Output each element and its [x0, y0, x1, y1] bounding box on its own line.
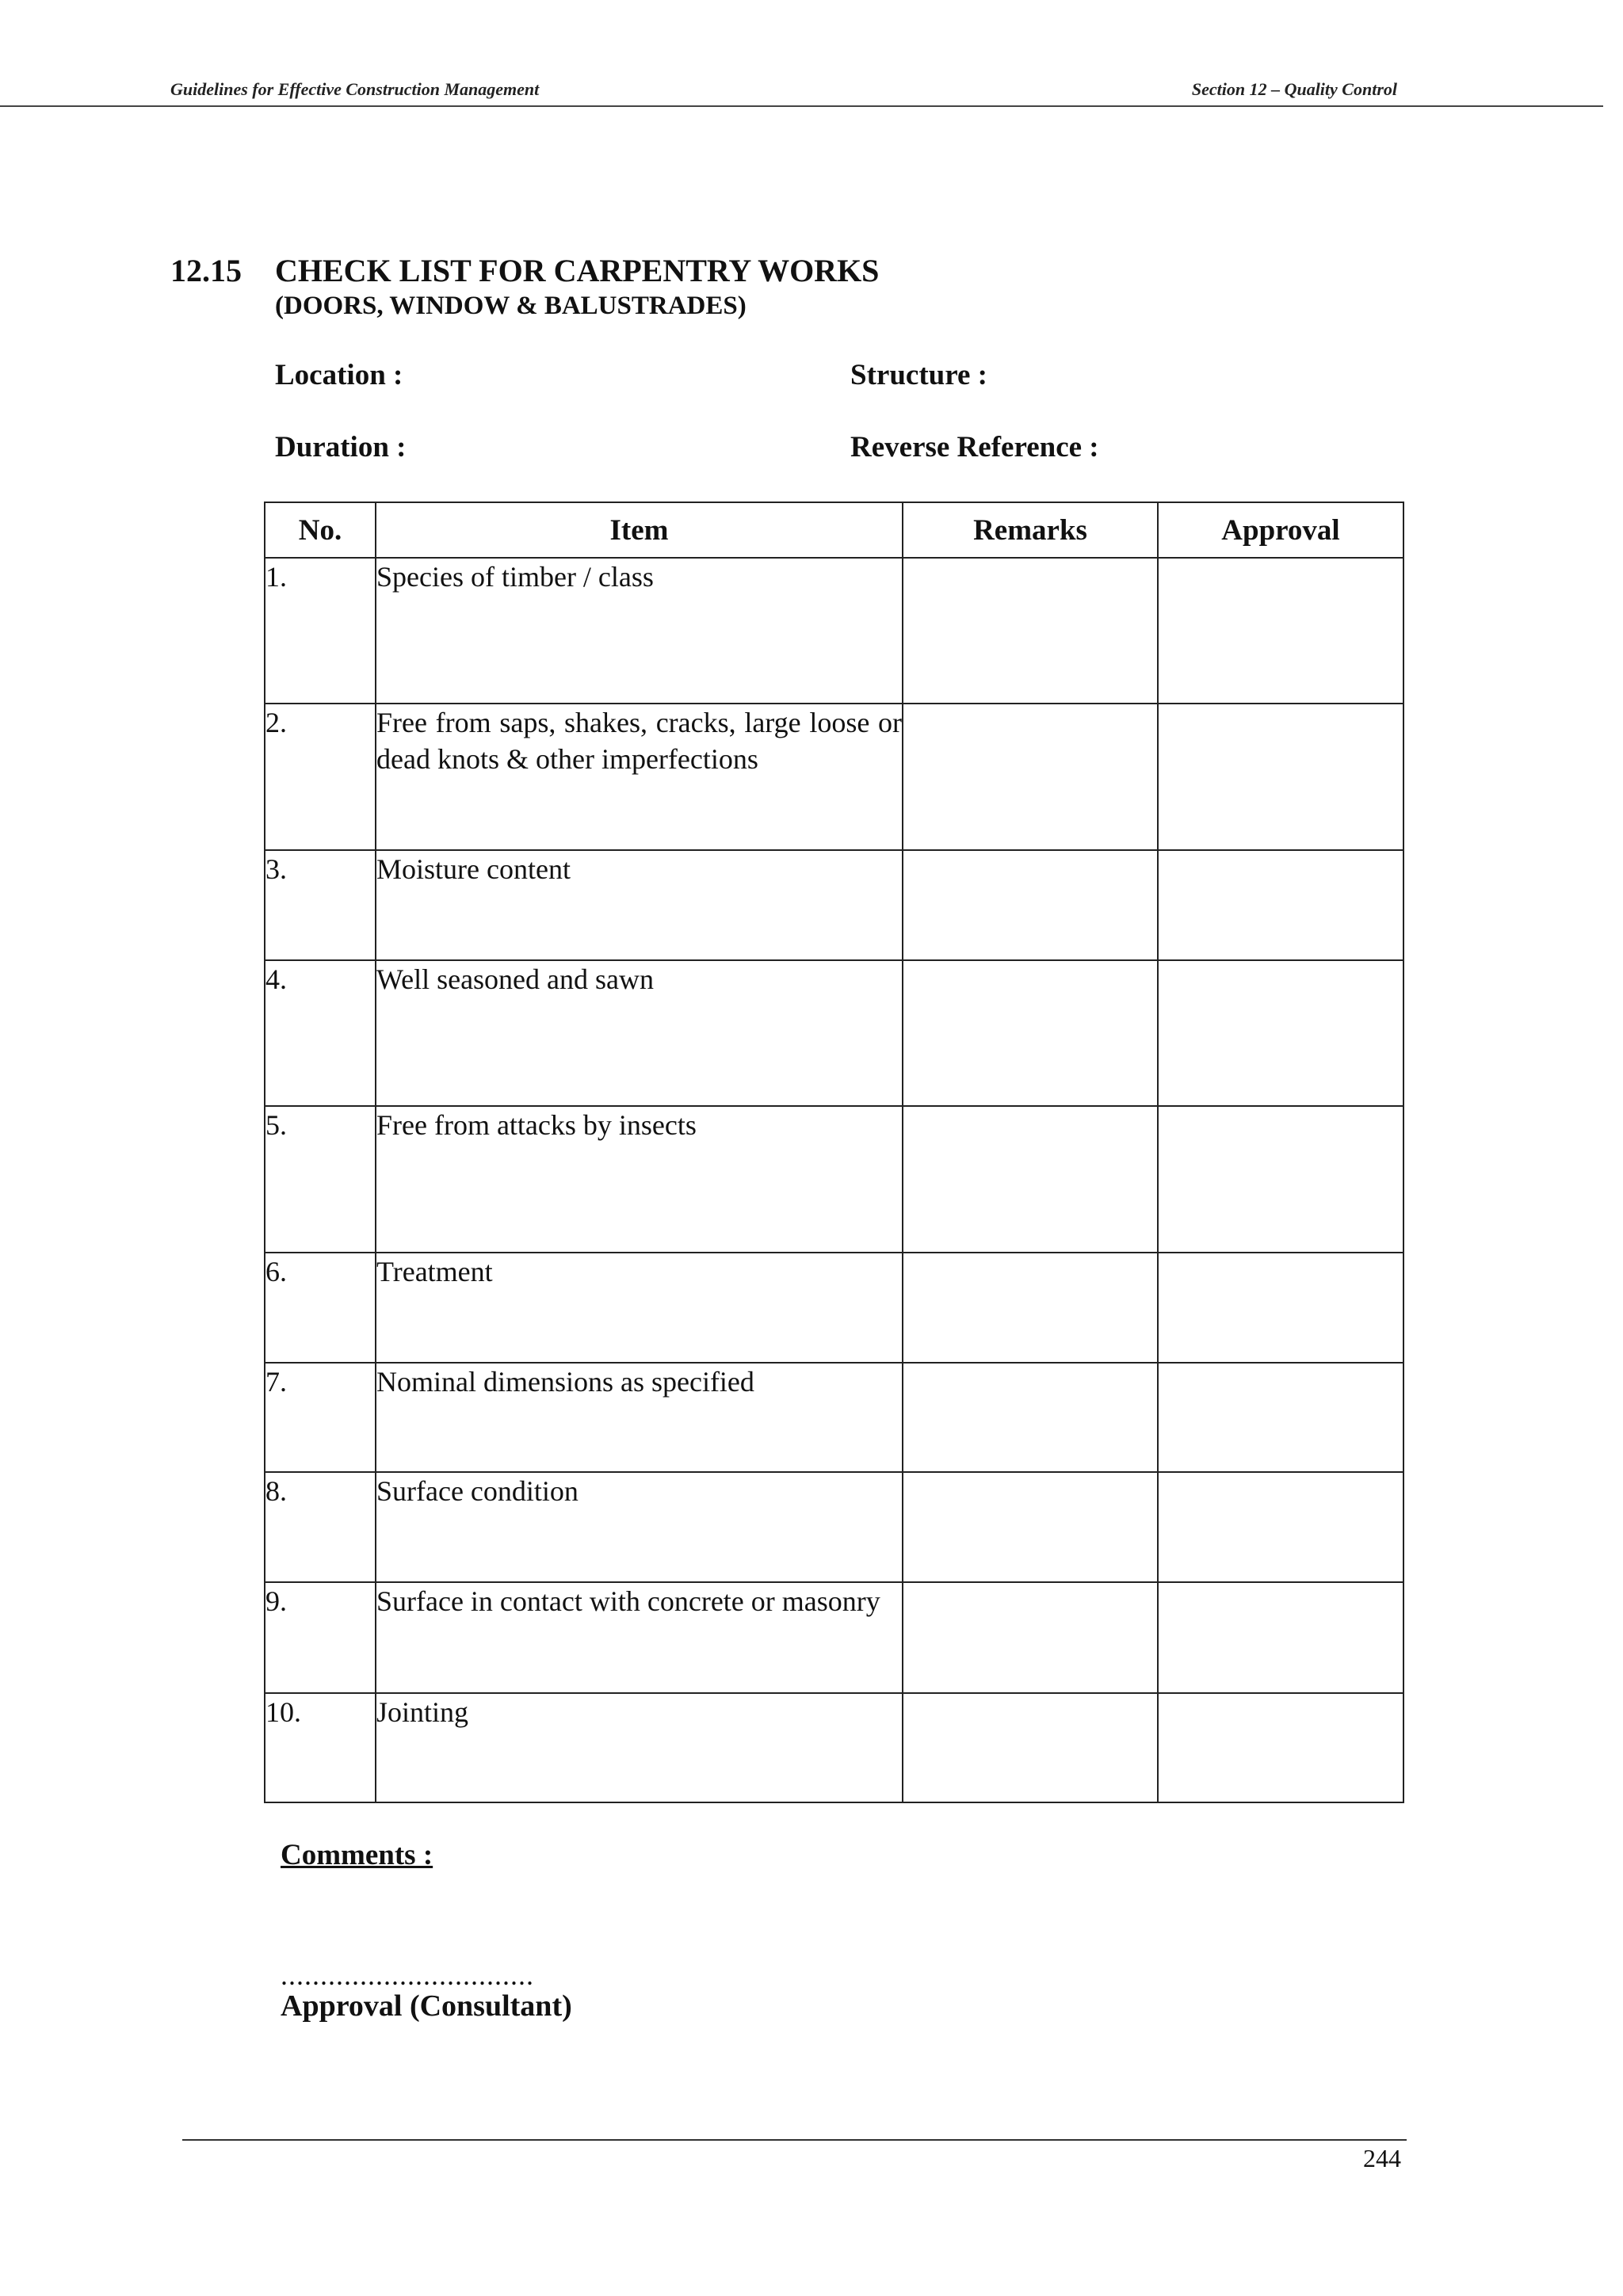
approval-consultant-label: Approval (Consultant) — [281, 1989, 572, 2023]
footer-rule — [182, 2139, 1407, 2141]
comments-label: Comments : — [281, 1839, 433, 1871]
header-approval: Approval — [1158, 502, 1403, 558]
remarks-cell[interactable] — [903, 960, 1158, 1106]
table-row — [265, 704, 1403, 850]
approval-cell[interactable] — [1158, 960, 1403, 1106]
remarks-cell[interactable] — [903, 558, 1158, 704]
approval-cell[interactable] — [1158, 850, 1403, 960]
approval-cell[interactable] — [1158, 1106, 1403, 1253]
remarks-cell[interactable] — [903, 1363, 1158, 1472]
table-row — [265, 1363, 1403, 1472]
approval-cell[interactable] — [1158, 1363, 1403, 1472]
table-row — [265, 1472, 1403, 1582]
row-number: 9. — [265, 1582, 376, 1693]
remarks-cell[interactable] — [903, 850, 1158, 960]
row-item: Jointing — [376, 1693, 903, 1802]
row-number: 3. — [265, 850, 376, 960]
table-row — [265, 1582, 1403, 1693]
table-row — [265, 1693, 1403, 1802]
remarks-cell[interactable] — [903, 1472, 1158, 1582]
approval-cell[interactable] — [1158, 1253, 1403, 1363]
row-number: 6. — [265, 1253, 376, 1363]
row-item: Free from saps, shakes, cracks, large loose or dead knots & other imperfections — [376, 704, 903, 850]
page-number: 244 — [1363, 2144, 1401, 2172]
row-item: Well seasoned and sawn — [376, 960, 903, 1106]
checklist-table — [264, 502, 1404, 1803]
row-number: 7. — [265, 1363, 376, 1472]
row-number: 2. — [265, 704, 376, 850]
row-number: 10. — [265, 1693, 376, 1802]
table-row — [265, 850, 1403, 960]
row-item: Nominal dimensions as specified — [376, 1363, 903, 1472]
row-number: 5. — [265, 1106, 376, 1253]
duration-label: Duration : — [275, 431, 407, 463]
running-header-section: Section 12 – Quality Control — [1191, 79, 1397, 99]
approval-cell[interactable] — [1158, 1472, 1403, 1582]
row-item: Free from attacks by insects — [376, 1106, 903, 1253]
approval-cell[interactable] — [1158, 704, 1403, 850]
remarks-cell[interactable] — [903, 1106, 1158, 1253]
header-remarks: Remarks — [903, 502, 1158, 558]
page-title: CHECK LIST FOR CARPENTRY WORKS — [275, 253, 880, 288]
running-header-title: Guidelines for Effective Construction Management — [170, 79, 540, 99]
row-item: Treatment — [376, 1253, 903, 1363]
row-item: Surface condition — [376, 1472, 903, 1582]
approval-cell[interactable] — [1158, 558, 1403, 704]
table-row — [265, 558, 1403, 704]
reverse-reference-label: Reverse Reference : — [850, 431, 1099, 463]
table-row — [265, 1106, 1403, 1253]
row-number: 4. — [265, 960, 376, 1106]
remarks-cell[interactable] — [903, 1582, 1158, 1693]
row-item: Surface in contact with concrete or masonry — [376, 1582, 903, 1693]
page-subtitle: (DOORS, WINDOW & BALUSTRADES) — [275, 292, 747, 320]
row-item: Species of timber / class — [376, 558, 903, 704]
remarks-cell[interactable] — [903, 704, 1158, 850]
header-rule — [0, 105, 1603, 107]
remarks-cell[interactable] — [903, 1253, 1158, 1363]
approval-cell[interactable] — [1158, 1693, 1403, 1802]
section-number: 12.15 — [170, 253, 242, 288]
table-row — [265, 1253, 1403, 1363]
row-number: 8. — [265, 1472, 376, 1582]
signature-line: ................................ — [281, 1959, 534, 1991]
table-row — [265, 960, 1403, 1106]
header-no: No. — [265, 502, 376, 558]
approval-cell[interactable] — [1158, 1582, 1403, 1693]
table-header-row — [265, 502, 1403, 558]
row-number: 1. — [265, 558, 376, 704]
location-label: Location : — [275, 359, 403, 391]
structure-label: Structure : — [850, 359, 987, 391]
row-item: Moisture content — [376, 850, 903, 960]
header-item: Item — [376, 502, 903, 558]
remarks-cell[interactable] — [903, 1693, 1158, 1802]
